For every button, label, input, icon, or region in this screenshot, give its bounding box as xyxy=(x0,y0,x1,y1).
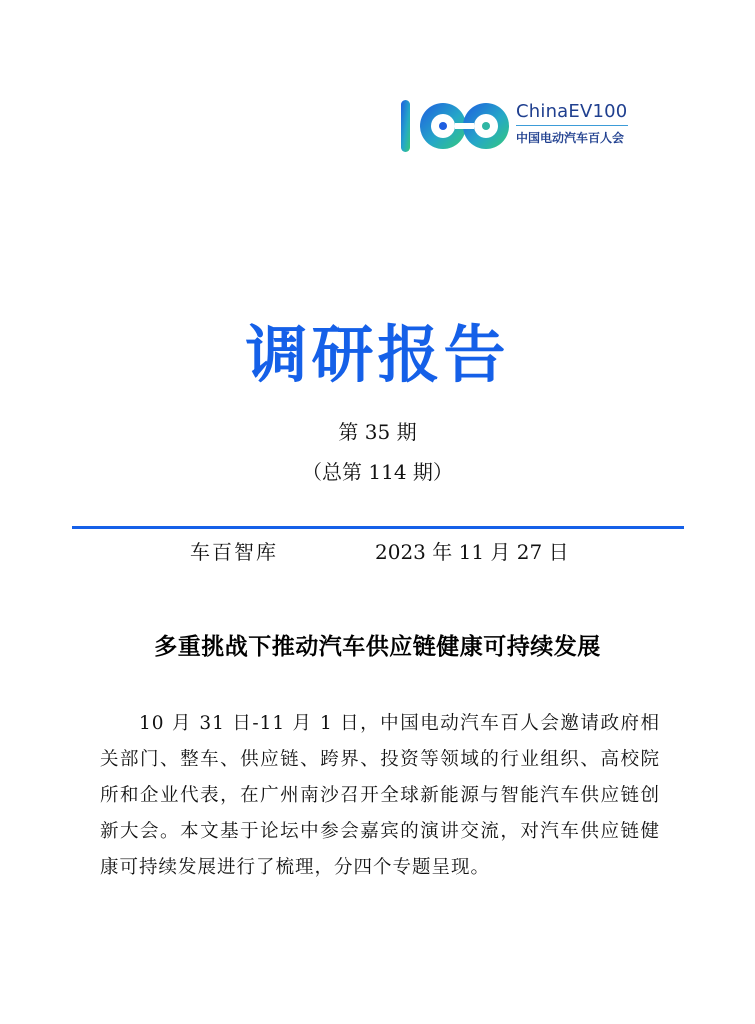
logo-divider xyxy=(516,125,628,126)
issue-number: 第 35 期 xyxy=(338,420,417,444)
article-paragraph: 10 月 31 日-11 月 1 日，中国电动汽车百人会邀请政府相关部门、整车、供应链、跨界、投资等领域的行业组织、高校院所和企业代表，在广州南沙召开全球新能源与智能汽车供应链创新大会。本文基于论坛中参会嘉宾的演讲交流，对汽车供应链健康可持续发展进行了梳理，分四个专题呈现。 xyxy=(100,713,660,878)
article-headline: 多重挑战下推动汽车供应链健康可持续发展 xyxy=(154,634,601,660)
chinaev100-logo xyxy=(398,96,638,160)
logo-100-icon xyxy=(398,96,516,160)
publish-date: 2023 年 11 月 27 日 xyxy=(375,540,569,564)
total-issue-number: （总第 114 期） xyxy=(302,460,453,484)
report-title: 调研报告 xyxy=(245,318,510,391)
logo-chinese-name: 中国电动汽车百人会 xyxy=(516,131,625,145)
publisher-name: 车百智库 xyxy=(190,540,278,564)
logo-english-name: ChinaEV100 xyxy=(516,101,628,122)
header-divider xyxy=(72,526,684,529)
